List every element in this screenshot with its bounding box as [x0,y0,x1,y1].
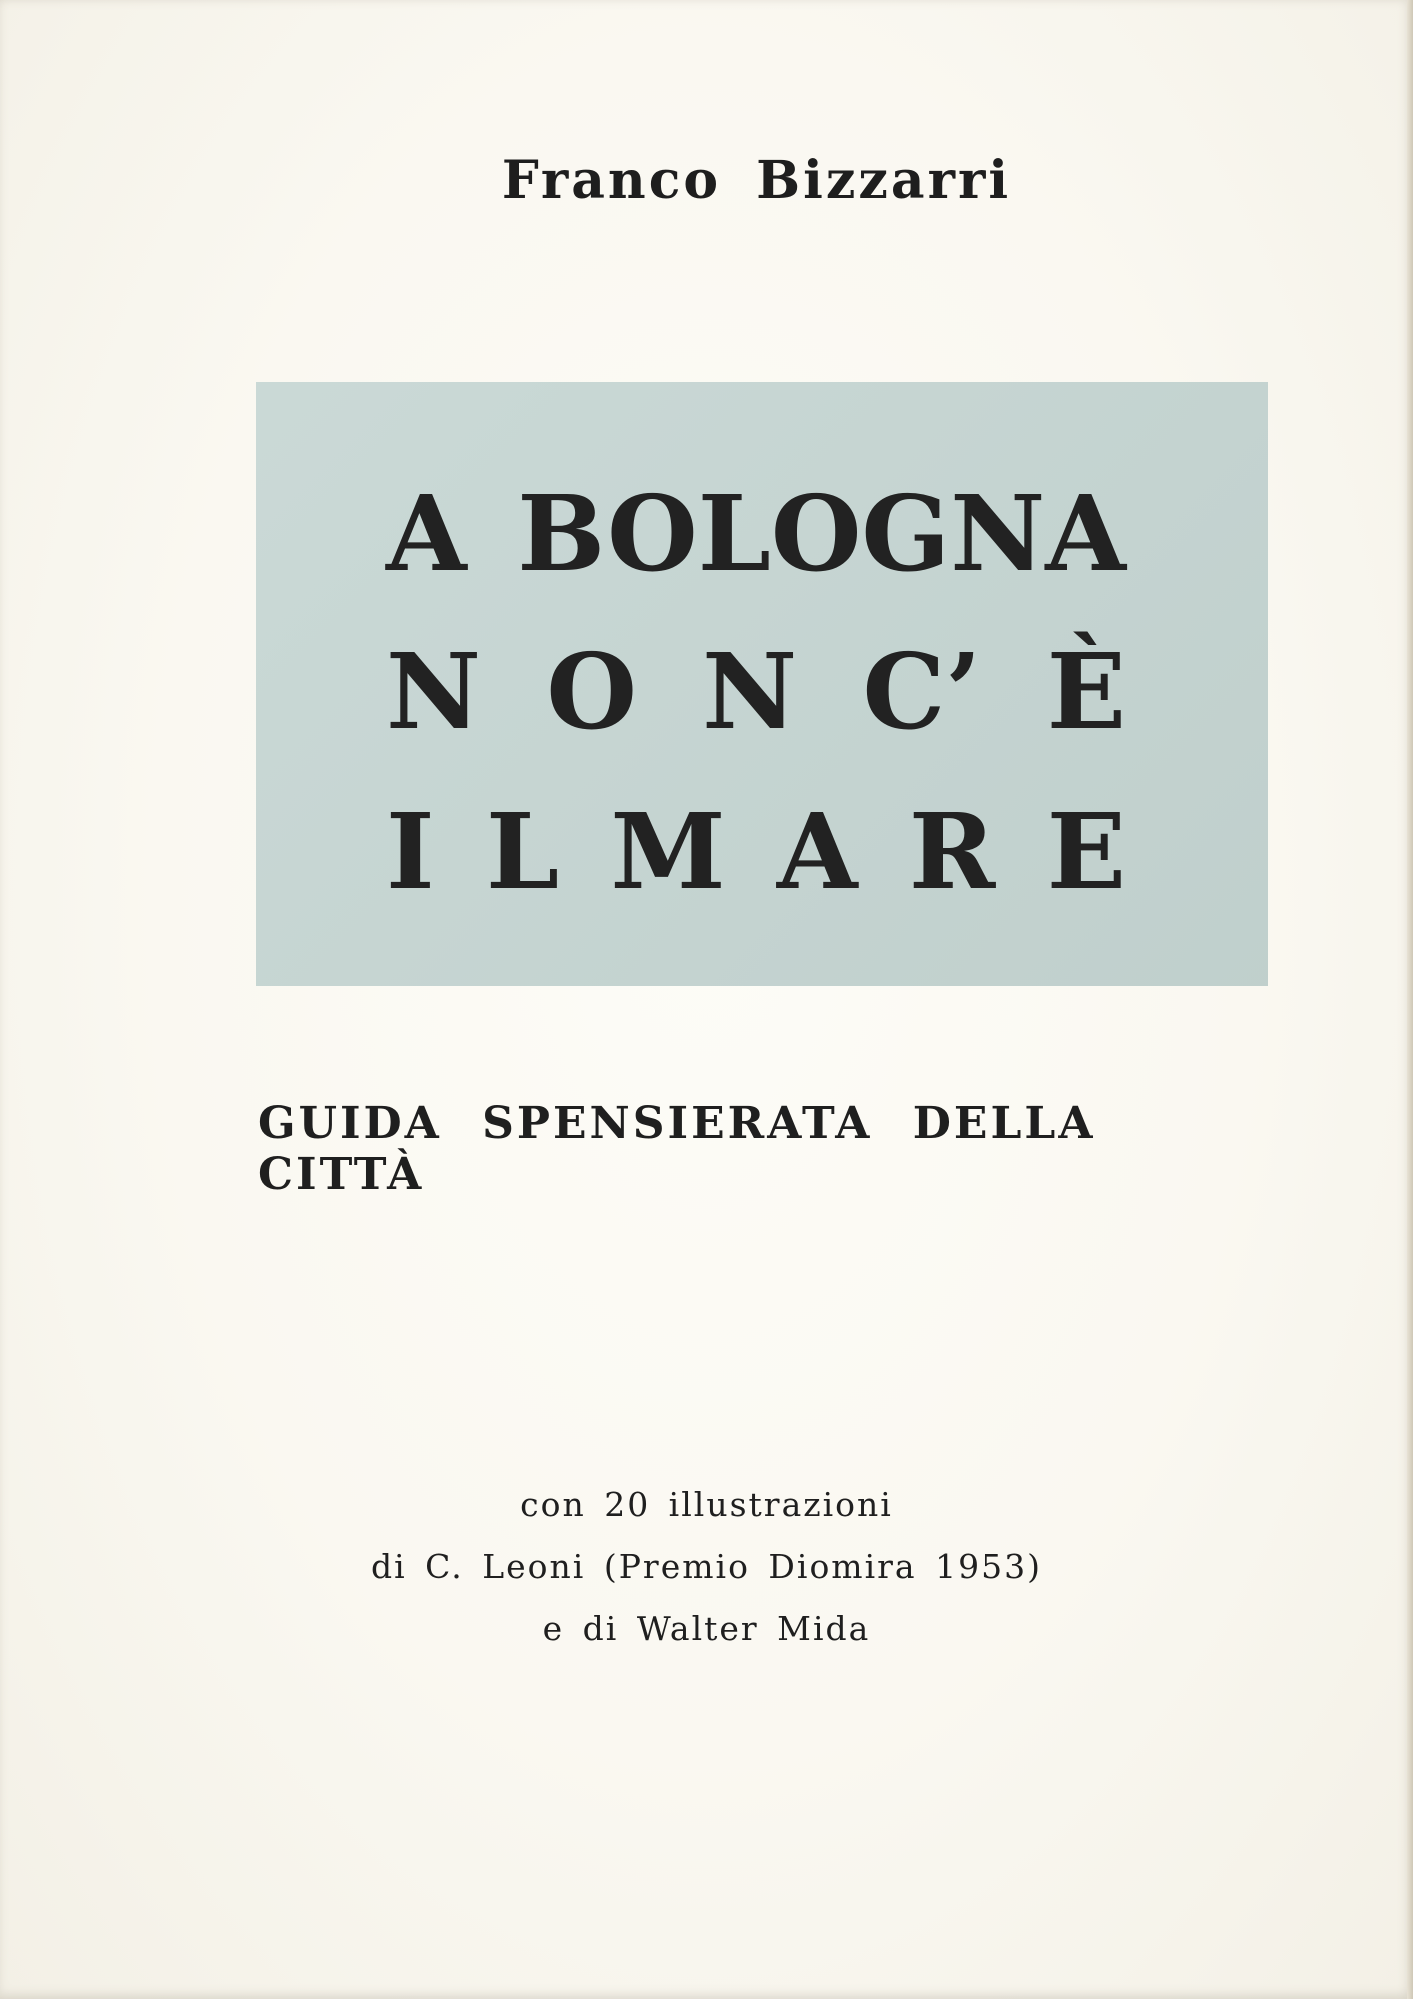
credits-line-3: e di Walter Mida [542,1609,871,1648]
title-letter: A [776,790,858,913]
title-panel [256,382,1268,986]
credits [0,1474,1413,1660]
title-word: A [386,472,467,595]
title-letter: M [610,790,726,913]
credits-line-2: di C. Leoni (Premio Diomira 1953) [371,1547,1042,1586]
title-line-3 [386,790,1126,913]
title-letter: È [1046,630,1126,753]
title-line-2 [386,630,1126,753]
credits-line-1: con 20 illustrazioni [520,1485,893,1524]
author-name: Franco Bizzarri [501,150,1012,211]
title-letter: C’ [862,630,982,753]
title-letter: L [485,790,560,913]
title-line-1 [386,472,1126,595]
title-letter: I [386,790,435,913]
title-word: BOLOGNA [517,472,1126,595]
title-letter: O [546,630,637,753]
title-letter: N [386,630,482,753]
title-letter: R [908,790,996,913]
subtitle: GUIDA SPENSIERATA DELLA CITTÀ [258,1098,1096,1200]
cover-edge [1407,0,1413,1999]
title-letter: E [1046,790,1126,913]
title-letter: N [702,630,798,753]
